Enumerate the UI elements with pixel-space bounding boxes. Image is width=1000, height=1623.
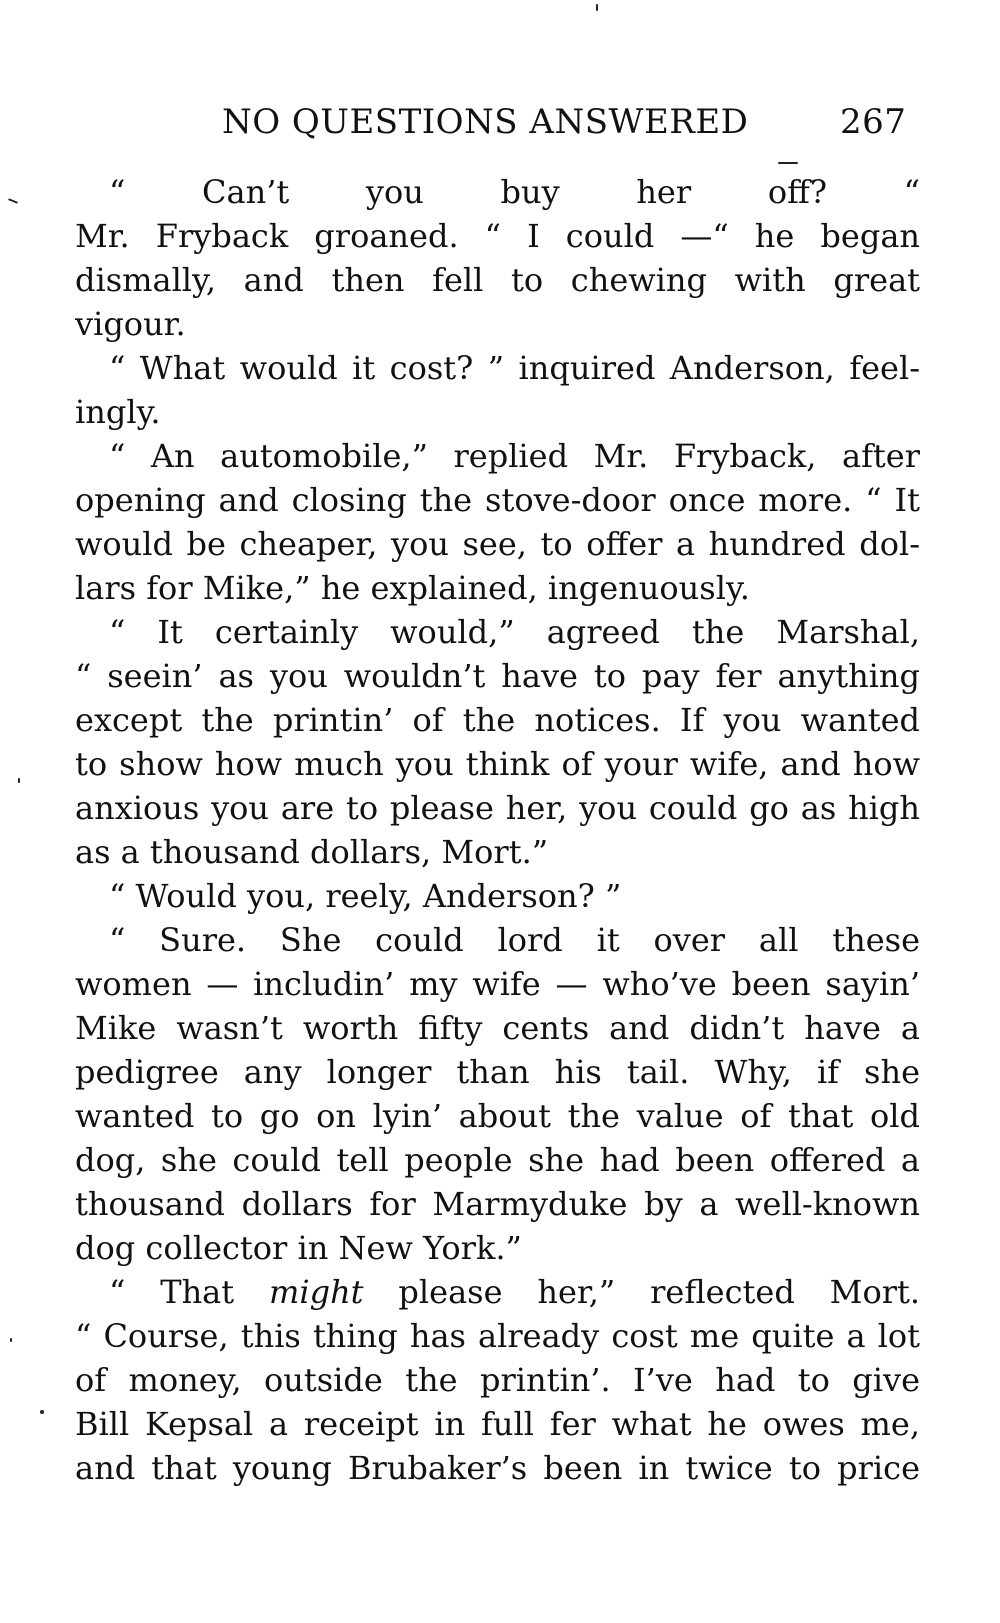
text-line: lars for Mike,” he explained, ingenuously. — [75, 569, 750, 607]
text-line: anxious you are to please her, you could go as high — [75, 789, 920, 827]
stray-mark — [10, 1338, 12, 1342]
text-line: women — includin’ my wife — who’ve been sayin’ — [75, 965, 920, 1003]
body-text — [75, 170, 920, 1490]
text-line: “ Can’t you buy her off? “ — [109, 173, 920, 211]
stray-mark — [8, 198, 18, 204]
text-line: Mr. Fryback groaned. “ I could —“ he began — [75, 217, 920, 255]
running-head-title: NO QUESTIONS ANSWERED — [222, 102, 749, 142]
text-line: “ Course, this thing has already cost me quite a lot — [75, 1317, 920, 1355]
running-head — [222, 102, 922, 148]
text-line: “ Would you, reely, Anderson? ” — [109, 877, 622, 915]
text-segment: please her,” reflected Mort. — [398, 1273, 920, 1311]
stray-mark — [778, 162, 798, 164]
text-segment: “ That — [109, 1273, 235, 1311]
text-line: as a thousand dollars, Mort.” — [75, 833, 549, 871]
stray-mark — [596, 4, 598, 11]
text-line: “ It certainly would,” agreed the Marshal, — [109, 613, 920, 651]
text-line: “ What would it cost? ” inquired Anderson, feel- — [109, 349, 920, 387]
text-line: except the printin’ of the notices. If you wanted — [75, 701, 920, 739]
text-line: of money, outside the printin’. I’ve had to give — [75, 1361, 920, 1399]
text-line: and that young Brubaker’s been in twice to price — [75, 1449, 920, 1487]
text-line: dog, she could tell people she had been offered a — [75, 1141, 920, 1179]
text-line: dismally, and then fell to chewing with great — [75, 261, 920, 299]
text-line: would be cheaper, you see, to offer a hundred dol- — [75, 525, 920, 563]
text-line: dog collector in New York.” — [75, 1229, 522, 1267]
text-line: Mike wasn’t worth fifty cents and didn’t have a — [75, 1009, 920, 1047]
text-line: “ Sure. She could lord it over all these — [109, 921, 920, 959]
text-line: opening and closing the stove-door once more. “ It — [75, 481, 920, 519]
stray-mark — [40, 1410, 44, 1414]
text-line: “ An automobile,” replied Mr. Fryback, after — [109, 437, 920, 475]
text-line: ingly. — [75, 393, 161, 431]
text-line: thousand dollars for Marmyduke by a well-known — [75, 1185, 920, 1223]
page-number: 267 — [840, 102, 907, 142]
stray-mark — [18, 778, 20, 783]
text-line: Bill Kepsal a receipt in full fer what he owes me, — [75, 1405, 920, 1443]
text-line: “ seein’ as you wouldn’t have to pay fer anything — [75, 657, 920, 695]
text-line: vigour. — [75, 305, 186, 343]
text-line: wanted to go on lyin’ about the value of that old — [75, 1097, 920, 1135]
text-line: to show how much you think of your wife, and how — [75, 745, 920, 783]
italic-segment: might — [269, 1273, 364, 1311]
text-line: pedigree any longer than his tail. Why, if she — [75, 1053, 920, 1091]
text-line-mixed — [75, 1270, 920, 1314]
